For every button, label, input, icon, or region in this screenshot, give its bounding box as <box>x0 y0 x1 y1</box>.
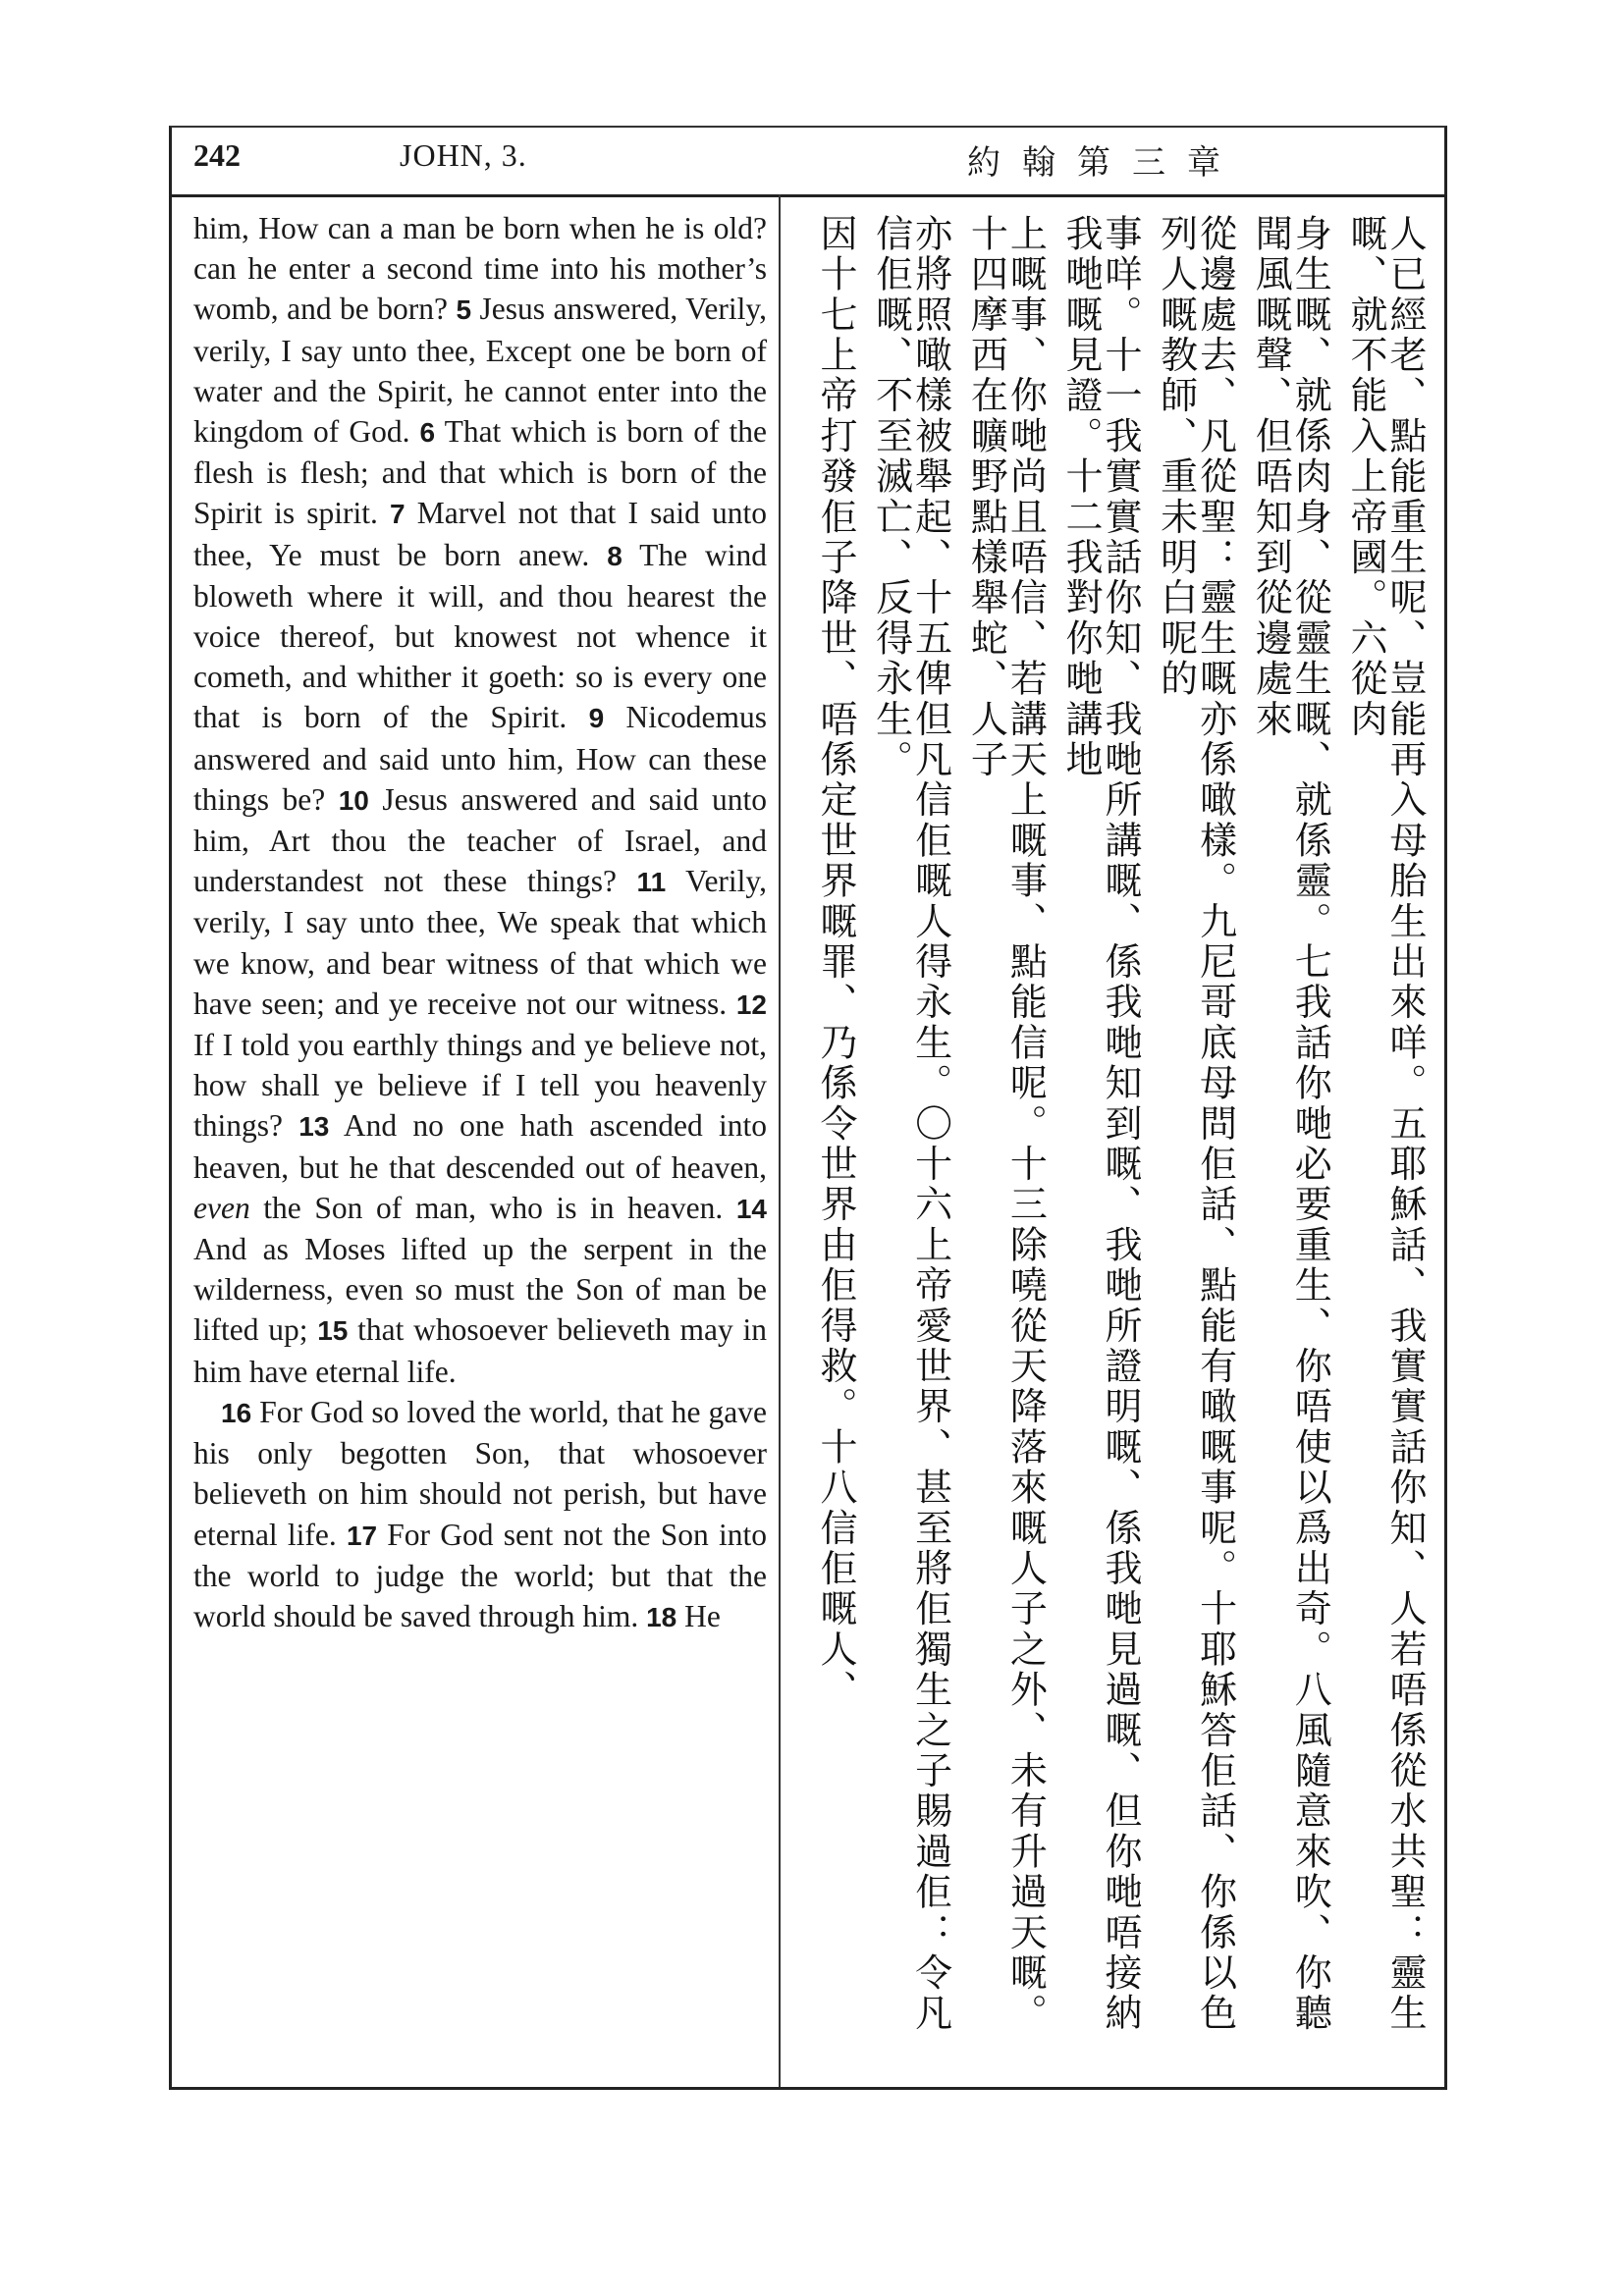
chinese-text-column <box>800 214 1425 2069</box>
verse-text: He <box>676 1598 721 1633</box>
chinese-column: 從邊處去、凡從聖：靈生嘅亦係噉樣。九尼哥底母問佢話、點能有噉嘅事呢。十耶穌答佢話、你係以色列人嘅教師、重未明白呢的 <box>1154 214 1237 2034</box>
english-paragraph <box>193 208 767 1392</box>
verse-text: And no one hath ascended into heaven, but he that descended out of heaven, <box>193 1108 767 1185</box>
verse-text: For God sent not the Son into the world to judge the world; but that the world should be saved through him. <box>193 1517 767 1633</box>
verse-text: That which is born of the flesh is flesh; and that which is born of the Spirit is spirit. <box>193 414 767 531</box>
column-divider <box>779 194 781 2087</box>
verse-text: The wind bloweth where it will, and thou hearest the voice thereof, but knowest not whence it cometh, and whither it goeth: so is every one that is born of the Spirit. <box>193 537 767 735</box>
verse-number: 14 <box>735 1193 767 1224</box>
running-head-chinese: 約翰第三章 <box>967 143 1242 183</box>
verse-text: And as Moses lifted up the serpent in the wilderness, even so must the Son of man be lifted up; <box>193 1232 767 1348</box>
chinese-column: 上嘅事、你哋尚且唔信、若講天上嘅事、點能信呢。十三除嘵從天降落來嘅人子之外、未有升過天嘅。十四摩西在曠野點樣舉蛇、人子 <box>964 214 1048 2034</box>
verse-text: Verily, verily, I say unto thee, We speak that which we know, and bear witness of that which we have seen; and ye receive not our witness. <box>193 864 767 1021</box>
verse-text: that whosoever believeth may in him have eternal life. <box>193 1312 767 1389</box>
running-head-english: JOHN, 3. <box>400 137 527 173</box>
verse-number: 5 <box>456 294 472 326</box>
english-text-column <box>193 208 767 1637</box>
chinese-column: 身生嘅、就係肉身、從靈生嘅、就係靈。七我話你哋必要重生、你唔使以爲出奇。八風隨意來吹、你聽聞風嘅聲、但唔知到從邊處來 <box>1249 214 1332 2034</box>
verse-text: Jesus answered and said unto him, Art thou the teacher of Israel, and understandest not these things? <box>193 781 768 899</box>
verse-text: the Son of man, who is in heaven. <box>249 1190 736 1225</box>
verse-text: Nicodemus answered and said unto him, How can these things be? <box>193 700 767 817</box>
verse-number: 17 <box>346 1520 378 1551</box>
verse-text: him, How can a man be born when he is old? can he enter a second time into his mother’s womb, and be born? <box>193 211 767 327</box>
verse-number: 15 <box>317 1315 349 1347</box>
page-frame <box>169 126 1447 2090</box>
verse-text: Marvel not that I said unto thee, Ye must be born anew. <box>193 496 767 572</box>
chinese-column: 亦將照噉樣被舉起、十五俾但凡信佢嘅人得永生。〇十六上帝愛世界、甚至將佢獨生之子賜過佢：令凡信佢嘅、不至滅亡、反得永生。 <box>869 214 952 2034</box>
english-paragraph <box>193 1392 767 1637</box>
verse-text: For God so loved the world, that he gave his only begotten Son, that whosoever believeth on him should not perish, but have eternal life. <box>193 1394 767 1552</box>
verse-number: 8 <box>607 540 622 571</box>
verse-number: 13 <box>298 1111 330 1143</box>
page-header <box>172 128 1444 197</box>
page-number: 242 <box>193 137 241 173</box>
verse-number: 6 <box>419 417 436 449</box>
verse-number: 12 <box>735 988 767 1020</box>
chinese-column: 人已經老、點能重生呢、豈能再入母胎生出來咩。五耶穌話、我實實話你知、人若唔係從水共聖：靈生嘅、就不能入上帝國。六從肉 <box>1343 214 1427 2034</box>
verse-number: 16 <box>221 1397 252 1428</box>
verse-number: 9 <box>588 703 605 734</box>
verse-text: If I told you earthly things and ye believe not, how shall ye believe if I tell you heavenly things? <box>193 1028 767 1144</box>
chinese-column: 因十七上帝打發佢子降世、唔係定世界嘅罪、乃係令世界由佢得救。十八信佢嘅人、 <box>814 214 857 1711</box>
verse-number: 7 <box>390 499 406 530</box>
chinese-column: 事咩。十一我實實話你知、我哋所講嘅、係我哋知到嘅、我哋所證明嘅、係我哋見過嘅、但你哋唔接納我哋嘅見證。十二我對你哋講地 <box>1058 214 1142 2034</box>
verse-number: 10 <box>338 784 369 816</box>
verse-number: 11 <box>636 867 667 898</box>
verse-number: 18 <box>646 1601 677 1632</box>
verse-text: Jesus answered, Verily, verily, I say unto thee, Except one be born of water and the Spirit, he cannot enter into the kingdom of God. <box>193 292 767 450</box>
italic-text: even <box>193 1190 250 1225</box>
